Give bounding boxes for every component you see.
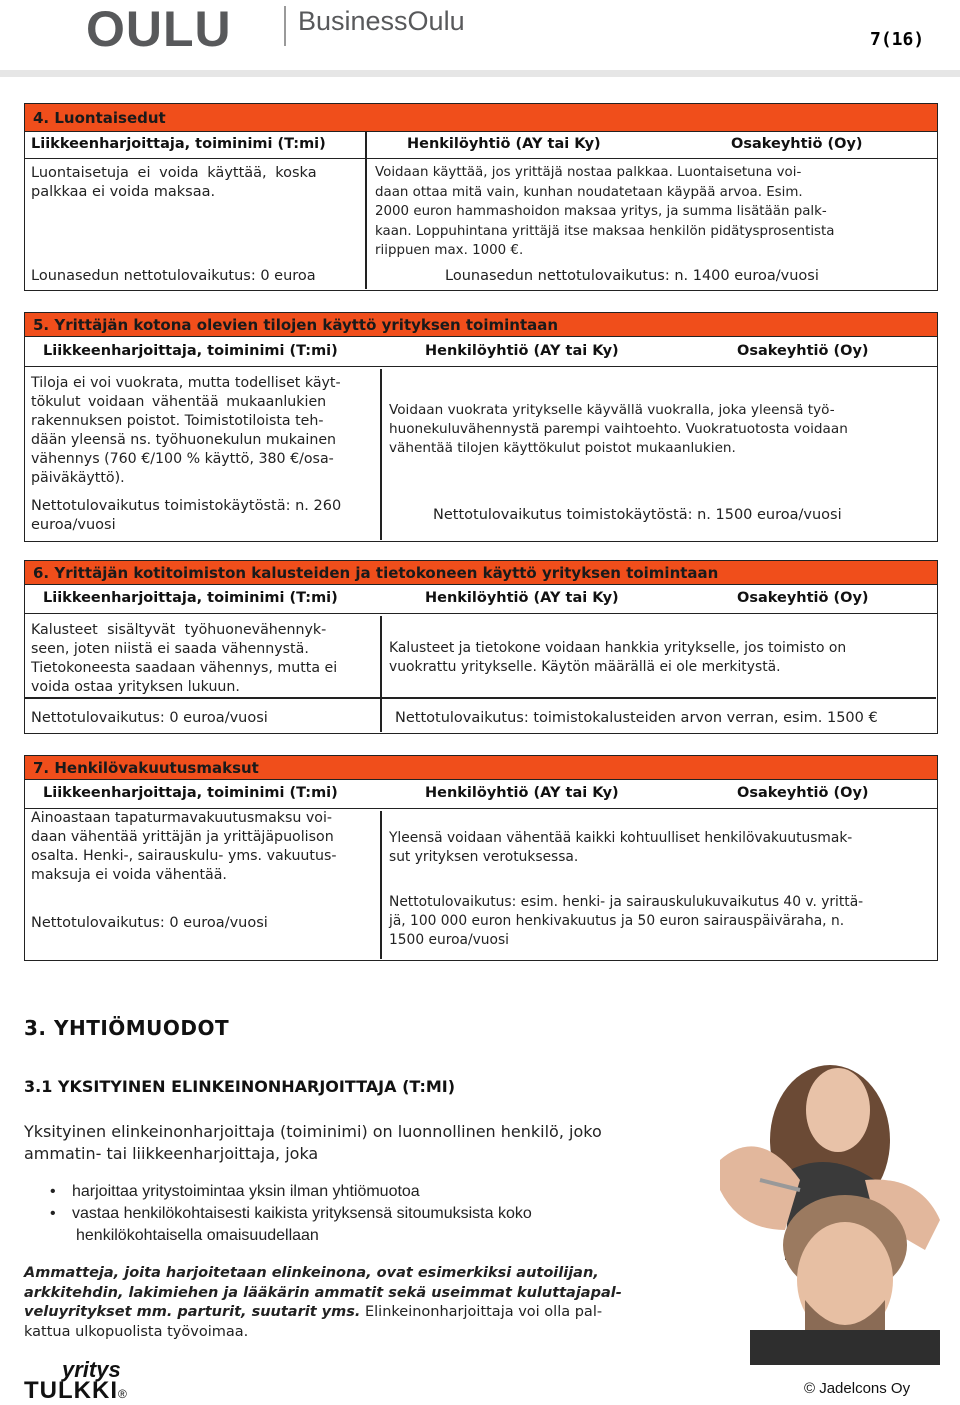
column-divider <box>380 369 382 540</box>
text-line: Voidaan käyttää, jos yrittäjä nostaa palkkaa. Luontaisetuna voi- <box>375 165 802 180</box>
section-title: 5. Yrittäjän kotona olevien tilojen käyttö yrityksen toimintaan <box>25 313 937 337</box>
text-line: Tiloja ei voi vuokrata, mutta todelliset käyt- <box>31 375 341 391</box>
column-headers <box>25 337 937 367</box>
column-divider <box>380 616 382 732</box>
tmi-description <box>31 374 376 488</box>
company-result: Nettotulovaikutus: toimistokalusteiden arvon verran, esim. 1500 € <box>395 710 878 726</box>
chapter-heading: 3. YHTIÖMUODOT <box>24 1016 230 1040</box>
text-line: päiväkäyttö). <box>31 470 125 486</box>
page-header <box>0 0 960 80</box>
bullet-list <box>50 1181 532 1247</box>
text-line: Tietokoneesta saadaan vähennys, mutta ei <box>31 660 338 676</box>
text-line: Kalusteet ja tietokone voidaan hankkia yritykselle, jos toimisto on <box>389 640 847 656</box>
logo-separator <box>284 6 286 46</box>
text-line <box>24 1264 684 1284</box>
chapter-subheading: 3.1 YKSITYINEN ELINKEINONHARJOITTAJA (T:MI) <box>24 1077 456 1096</box>
column-header-tmi: Liikkeenharjoittaja, toiminimi (T:mi) <box>43 343 338 359</box>
text-line: ammatin- tai liikkeenharjoittaja, joka <box>24 1144 319 1163</box>
tmi-result: Nettotulovaikutus: 0 euroa/vuosi <box>31 915 268 931</box>
text-line: Kalusteet sisältyvät työhuonevähennyk- <box>31 622 327 638</box>
tmi-result: Nettotulovaikutus: 0 euroa/vuosi <box>31 710 268 726</box>
text-line: voida ostaa yrityksen lukuun. <box>31 679 240 695</box>
plain-text: Elinkeinonharjoittaja voi olla pal- <box>364 1304 603 1320</box>
column-header-tmi: Liikkeenharjoittaja, toiminimi (T:mi) <box>31 136 326 152</box>
section-title: 6. Yrittäjän kotitoimiston kalusteiden ja tietokoneen käyttö yrityksen toimintaan <box>25 561 937 585</box>
text-line: palkkaa ei voida maksaa. <box>31 184 216 200</box>
company-description <box>375 163 935 261</box>
yritystulkki-logo <box>24 1377 128 1405</box>
section-7-table <box>24 755 938 961</box>
company-description <box>389 401 934 458</box>
column-headers <box>25 780 937 809</box>
column-header-tmi: Liikkeenharjoittaja, toiminimi (T:mi) <box>43 785 338 801</box>
text-line: dään yleensä ns. työhuonekulun mukainen <box>31 432 337 448</box>
column-divider <box>365 132 367 289</box>
text-line: daan vähentää yrittäjän ja yrittäjäpuolison <box>31 829 334 845</box>
column-header-oy: Osakeyhtiö (Oy) <box>737 785 869 801</box>
bold-text: Ammatteja, joita harjoitetaan elinkeinona, ovat esimerkiksi autoilijan, <box>24 1265 599 1281</box>
text-line: Yleensä voidaan vähentää kaikki kohtuulliset henkilövakuutusmak- <box>389 830 853 846</box>
column-header-ay: Henkilöyhtiö (AY tai Ky) <box>425 785 619 801</box>
text-line: daan ottaa mitä vain, kunhan noudatetaan käypää arvoa. Esim. <box>375 184 803 200</box>
hairdresser-illustration <box>690 1030 960 1365</box>
text-line: Yksityinen elinkeinonharjoittaja (toiminimi) on luonnollinen henkilö, joko <box>24 1122 602 1141</box>
company-result: Nettotulovaikutus toimistokäytöstä: n. 1500 euroa/vuosi <box>433 507 842 523</box>
text-line: osalta. Henki-, sairauskulu- yms. vakuutus- <box>31 848 337 864</box>
text-line: vähentää tilojen käyttökulut poistot mukaanlukien. <box>389 440 736 456</box>
text-line: Luontaisetuja ei voida käyttää, koska <box>31 165 317 181</box>
column-header-tmi: Liikkeenharjoittaja, toiminimi (T:mi) <box>43 590 338 606</box>
hairdresser-photo <box>690 1030 960 1365</box>
column-header-oy: Osakeyhtiö (Oy) <box>737 590 869 606</box>
text-line: Ainoastaan tapaturmavakuutusmaksu voi- <box>31 810 333 826</box>
business-oulu-logo: BusinessOulu <box>298 6 465 36</box>
tmi-description <box>31 621 376 697</box>
row-divider <box>25 697 936 699</box>
text-line: 1500 euroa/vuosi <box>389 932 510 948</box>
column-header-oy: Osakeyhtiö (Oy) <box>737 343 869 359</box>
column-header-oy: Osakeyhtiö (Oy) <box>731 136 863 152</box>
logo-text: TULKKI <box>24 1377 118 1404</box>
text-line: vuokrattu yritykselle. Käytön määrällä ei ole merkitystä. <box>389 659 781 675</box>
text-line <box>24 1303 684 1323</box>
registered-mark: ® <box>117 1387 128 1401</box>
text-line: tökulut voidaan vähentää mukaanlukien <box>31 394 327 410</box>
tmi-description <box>31 164 357 202</box>
text-line: rakennuksen poistot. Toimistotiloista teh- <box>31 413 324 429</box>
text-line: seen, joten niistä ei saada vähennystä. <box>31 641 309 657</box>
text-line: vähennys (760 €/100 % käyttö, 380 €/osa- <box>31 451 334 467</box>
text-line <box>24 1284 684 1304</box>
section-6-table <box>24 560 938 734</box>
column-headers <box>25 132 937 159</box>
company-result: Lounasedun nettotulovaikutus: n. 1400 euroa/vuosi <box>445 268 819 284</box>
bold-text: veluyritykset mm. parturit, suutarit yms. <box>24 1304 361 1320</box>
company-result <box>389 893 934 950</box>
yritys-logo-top: yritys <box>62 1357 121 1382</box>
tmi-description <box>31 809 376 885</box>
section-5-table <box>24 312 938 542</box>
tmi-result <box>31 497 341 535</box>
company-description <box>389 639 934 677</box>
text-line: huonekuluvähennystä parempi vaihtoehto. Vuokratuotosta voidaan <box>389 421 848 437</box>
text-line: euroa/vuosi <box>31 517 116 533</box>
bold-text: arkkitehdin, lakimiehen ja lääkärin ammatit sekä useimmat kuluttajapal- <box>24 1284 622 1301</box>
column-divider <box>380 811 382 959</box>
page-number: 7(16) <box>870 29 925 50</box>
column-header-ay: Henkilöyhtiö (AY tai Ky) <box>425 343 619 359</box>
copyright-notice: © Jadelcons Oy <box>804 1380 911 1397</box>
section-4-table <box>24 103 938 291</box>
column-headers <box>25 585 937 614</box>
text-line: Nettotulovaikutus: esim. henki- ja sairauskulukuvaikutus 40 v. yrittä- <box>389 894 864 910</box>
section-title: 7. Henkilövakuutusmaksut <box>25 756 937 780</box>
column-header-ay: Henkilöyhtiö (AY tai Ky) <box>425 590 619 606</box>
text-line: 2000 euron hammashoidon maksaa yritys, ja summa lisätään palk- <box>375 204 827 220</box>
list-item: • harjoittaa yritystoimintaa yksin ilman yhtiömuotoa <box>50 1181 532 1203</box>
text-line: Nettotulovaikutus toimistokäytöstä: n. 260 <box>31 498 342 514</box>
professions-paragraph <box>24 1264 684 1342</box>
text-line: maksuja ei voida vähentää. <box>31 867 227 883</box>
header-divider <box>0 70 960 77</box>
column-header-ay: Henkilöyhtiö (AY tai Ky) <box>407 136 601 152</box>
text-line: jä, 100 000 euron henkivakuutus ja 50 euron sairauspäiväraha, n. <box>389 913 845 929</box>
text-line: riippuen max. 1000 €. <box>375 243 524 259</box>
intro-paragraph <box>24 1121 684 1165</box>
tmi-result: Lounasedun nettotulovaikutus: 0 euroa <box>31 268 316 284</box>
list-item: • vastaa henkilökohtaisesti kaikista yrityksensä sitoumuksista koko <box>50 1203 532 1225</box>
text-line: kaan. Loppuhintana yrittäjä itse maksaa henkilön pidätysprosentista <box>375 223 835 239</box>
section-title: 4. Luontaisedut <box>25 104 937 132</box>
company-description <box>389 829 934 867</box>
text-line: Voidaan vuokrata yritykselle käyvällä vuokralla, joka yleensä työ- <box>389 402 835 418</box>
text-line: kattua ulkopuolista työvoimaa. <box>24 1323 249 1340</box>
text-line: sut yrityksen verotuksessa. <box>389 849 579 865</box>
list-item-continuation: henkilökohtaisella omaisuudellaan <box>76 1227 319 1244</box>
oulu-logo: OULU <box>86 1 232 57</box>
